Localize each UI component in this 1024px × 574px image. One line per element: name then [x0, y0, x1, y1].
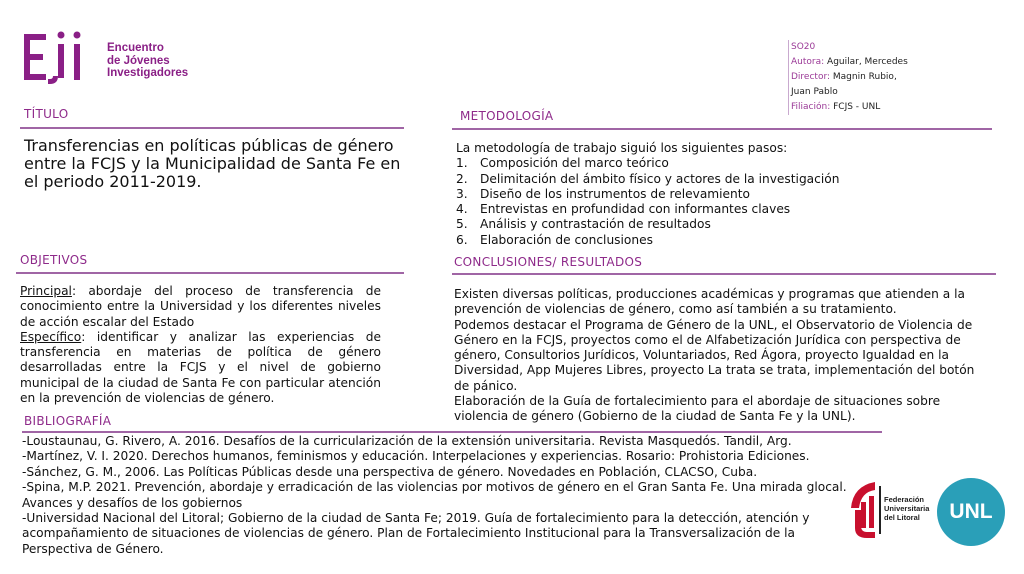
metodologia-steps — [456, 156, 976, 248]
titulo-heading: TÍTULO — [24, 107, 69, 121]
eji-logo-mark — [22, 28, 94, 84]
list-item: 4. Entrevistas en profundidad con informantes claves — [456, 202, 791, 217]
bibliografia-rule — [22, 431, 882, 433]
affiliation-label: Filiación: — [791, 102, 831, 112]
objetivo-especifico: Específico: identificar y analizar las experiencias de transferencia en materias de política de género desarrolladas entre la FCJS y el nivel de gobierno municipal de la ciudad de Santa Fe con particular atención en la prevención de violencias de género. — [20, 329, 381, 406]
list-item: 3. Diseño de los instrumentos de relevamiento — [456, 186, 751, 201]
conclusiones-body — [454, 287, 979, 425]
metodologia-body — [456, 141, 976, 248]
author-label: Autora: — [791, 57, 825, 67]
bibliografia-list — [22, 434, 860, 557]
titulo-rule — [20, 127, 404, 129]
objetivos-heading: OBJETIVOS — [20, 253, 88, 267]
poster-title: Transferencias en políticas públicas de género entre la FCJS y la Municipalidad de Santa Fe en el periodo 2011-2019. — [24, 136, 401, 191]
objetivos-rule — [16, 272, 404, 274]
list-item: 2. Delimitación del ámbito físico y actores de la investigación — [456, 171, 840, 186]
objetivos-body — [20, 284, 381, 406]
poster-metadata — [788, 40, 908, 115]
metodologia-rule — [452, 128, 992, 130]
author-name: Aguilar, Mercedes — [827, 57, 908, 67]
objetivo-principal: Principal: abordaje del proceso de transferencia de conocimiento entre la Universidad y los diferentes niveles de acción escalar del Estado — [20, 284, 381, 329]
especifico-label: Específico — [20, 329, 82, 344]
director-name-cont: Juan Pablo — [791, 87, 838, 97]
brand-name: Encuentro de Jóvenes Investigadores — [107, 42, 189, 79]
director-label: Director: — [791, 72, 831, 82]
svg-text:del Litoral: del Litoral — [884, 513, 920, 522]
director-name: Magnin Rubio, — [832, 72, 897, 82]
conclusiones-rule — [452, 273, 996, 275]
metodologia-heading: METODOLOGÍA — [460, 109, 554, 123]
list-item: -Sánchez, G. M., 2006. Las Políticas Públicas desde una perspectiva de género. Novedades en Población, CLACSO, Cuba. — [22, 464, 758, 479]
list-item: -Spina, M.P. 2021. Prevención, abordaje y erradicación de las violencias por motivos de género en el Gran Santa Fe. Una mirada glocal. Avances y desafíos de los gobiernos — [22, 480, 847, 510]
svg-text:Universitaria: Universitaria — [884, 504, 930, 513]
svg-text:Federación: Federación — [884, 495, 925, 504]
list-item: 1. Composición del marco teórico — [456, 156, 669, 171]
list-item: 5. Análisis y contrastación de resultados — [456, 217, 711, 232]
unl-logo: UNL — [937, 478, 1005, 546]
list-item: -Martínez, V. I. 2020. Derechos humanos, feminismos y educación. Interpelaciones y experiencias. Rosario: Prohistoria Ediciones. — [22, 449, 810, 464]
conclusiones-p2: Podemos destacar el Programa de Género de la UNL, el Observatorio de Violencia de Género en la FCJS, proyectos como el de Alfabetización Jurídica con perspectiva de género, Consultorios Jurídicos, Voluntariados, Red Ágora, proyecto Igualdad en la Diversidad, App Mujeres Libres, proyecto La trata se trata, implementación del botón de pánico. — [454, 317, 975, 393]
list-item: -Loustaunau, G. Rivero, A. 2016. Desafíos de la curricularización de la extensión universitaria. Revista Masquedós. Tandil, Arg. — [22, 434, 792, 448]
conclusiones-p3: Elaboración de la Guía de fortalecimiento para el abordaje de situaciones sobre violencia de género (Gobierno de la ciudad de Santa Fe y la UNL). — [454, 394, 941, 424]
conclusiones-p1: Existen diversas políticas, producciones académicas y programas que atienden a la prevención de violencias de género, como así también a su tratamiento. — [454, 287, 965, 317]
fed-universitaria-logo — [847, 480, 930, 540]
conclusiones-heading: CONCLUSIONES/ RESULTADOS — [454, 255, 643, 269]
bibliografia-heading: BIBLIOGRAFÍA — [24, 414, 112, 428]
affiliation-value: FCJS - UNL — [833, 102, 881, 112]
list-item: 6. Elaboración de conclusiones — [456, 232, 653, 247]
principal-label: Principal — [20, 284, 72, 298]
list-item: -Universidad Nacional del Litoral; Gobierno de la ciudad de Santa Fe; 2019. Guía de fortalecimiento para la detección, atención y acompañamiento de situaciones de violencias de género. Plan de Fortalecimiento Institucional para la Transversalización de la Perspectiva de Género. — [22, 511, 810, 556]
poster-code: SO20 — [791, 42, 816, 52]
metodologia-intro: La metodología de trabajo siguió los siguientes pasos: — [456, 141, 788, 155]
